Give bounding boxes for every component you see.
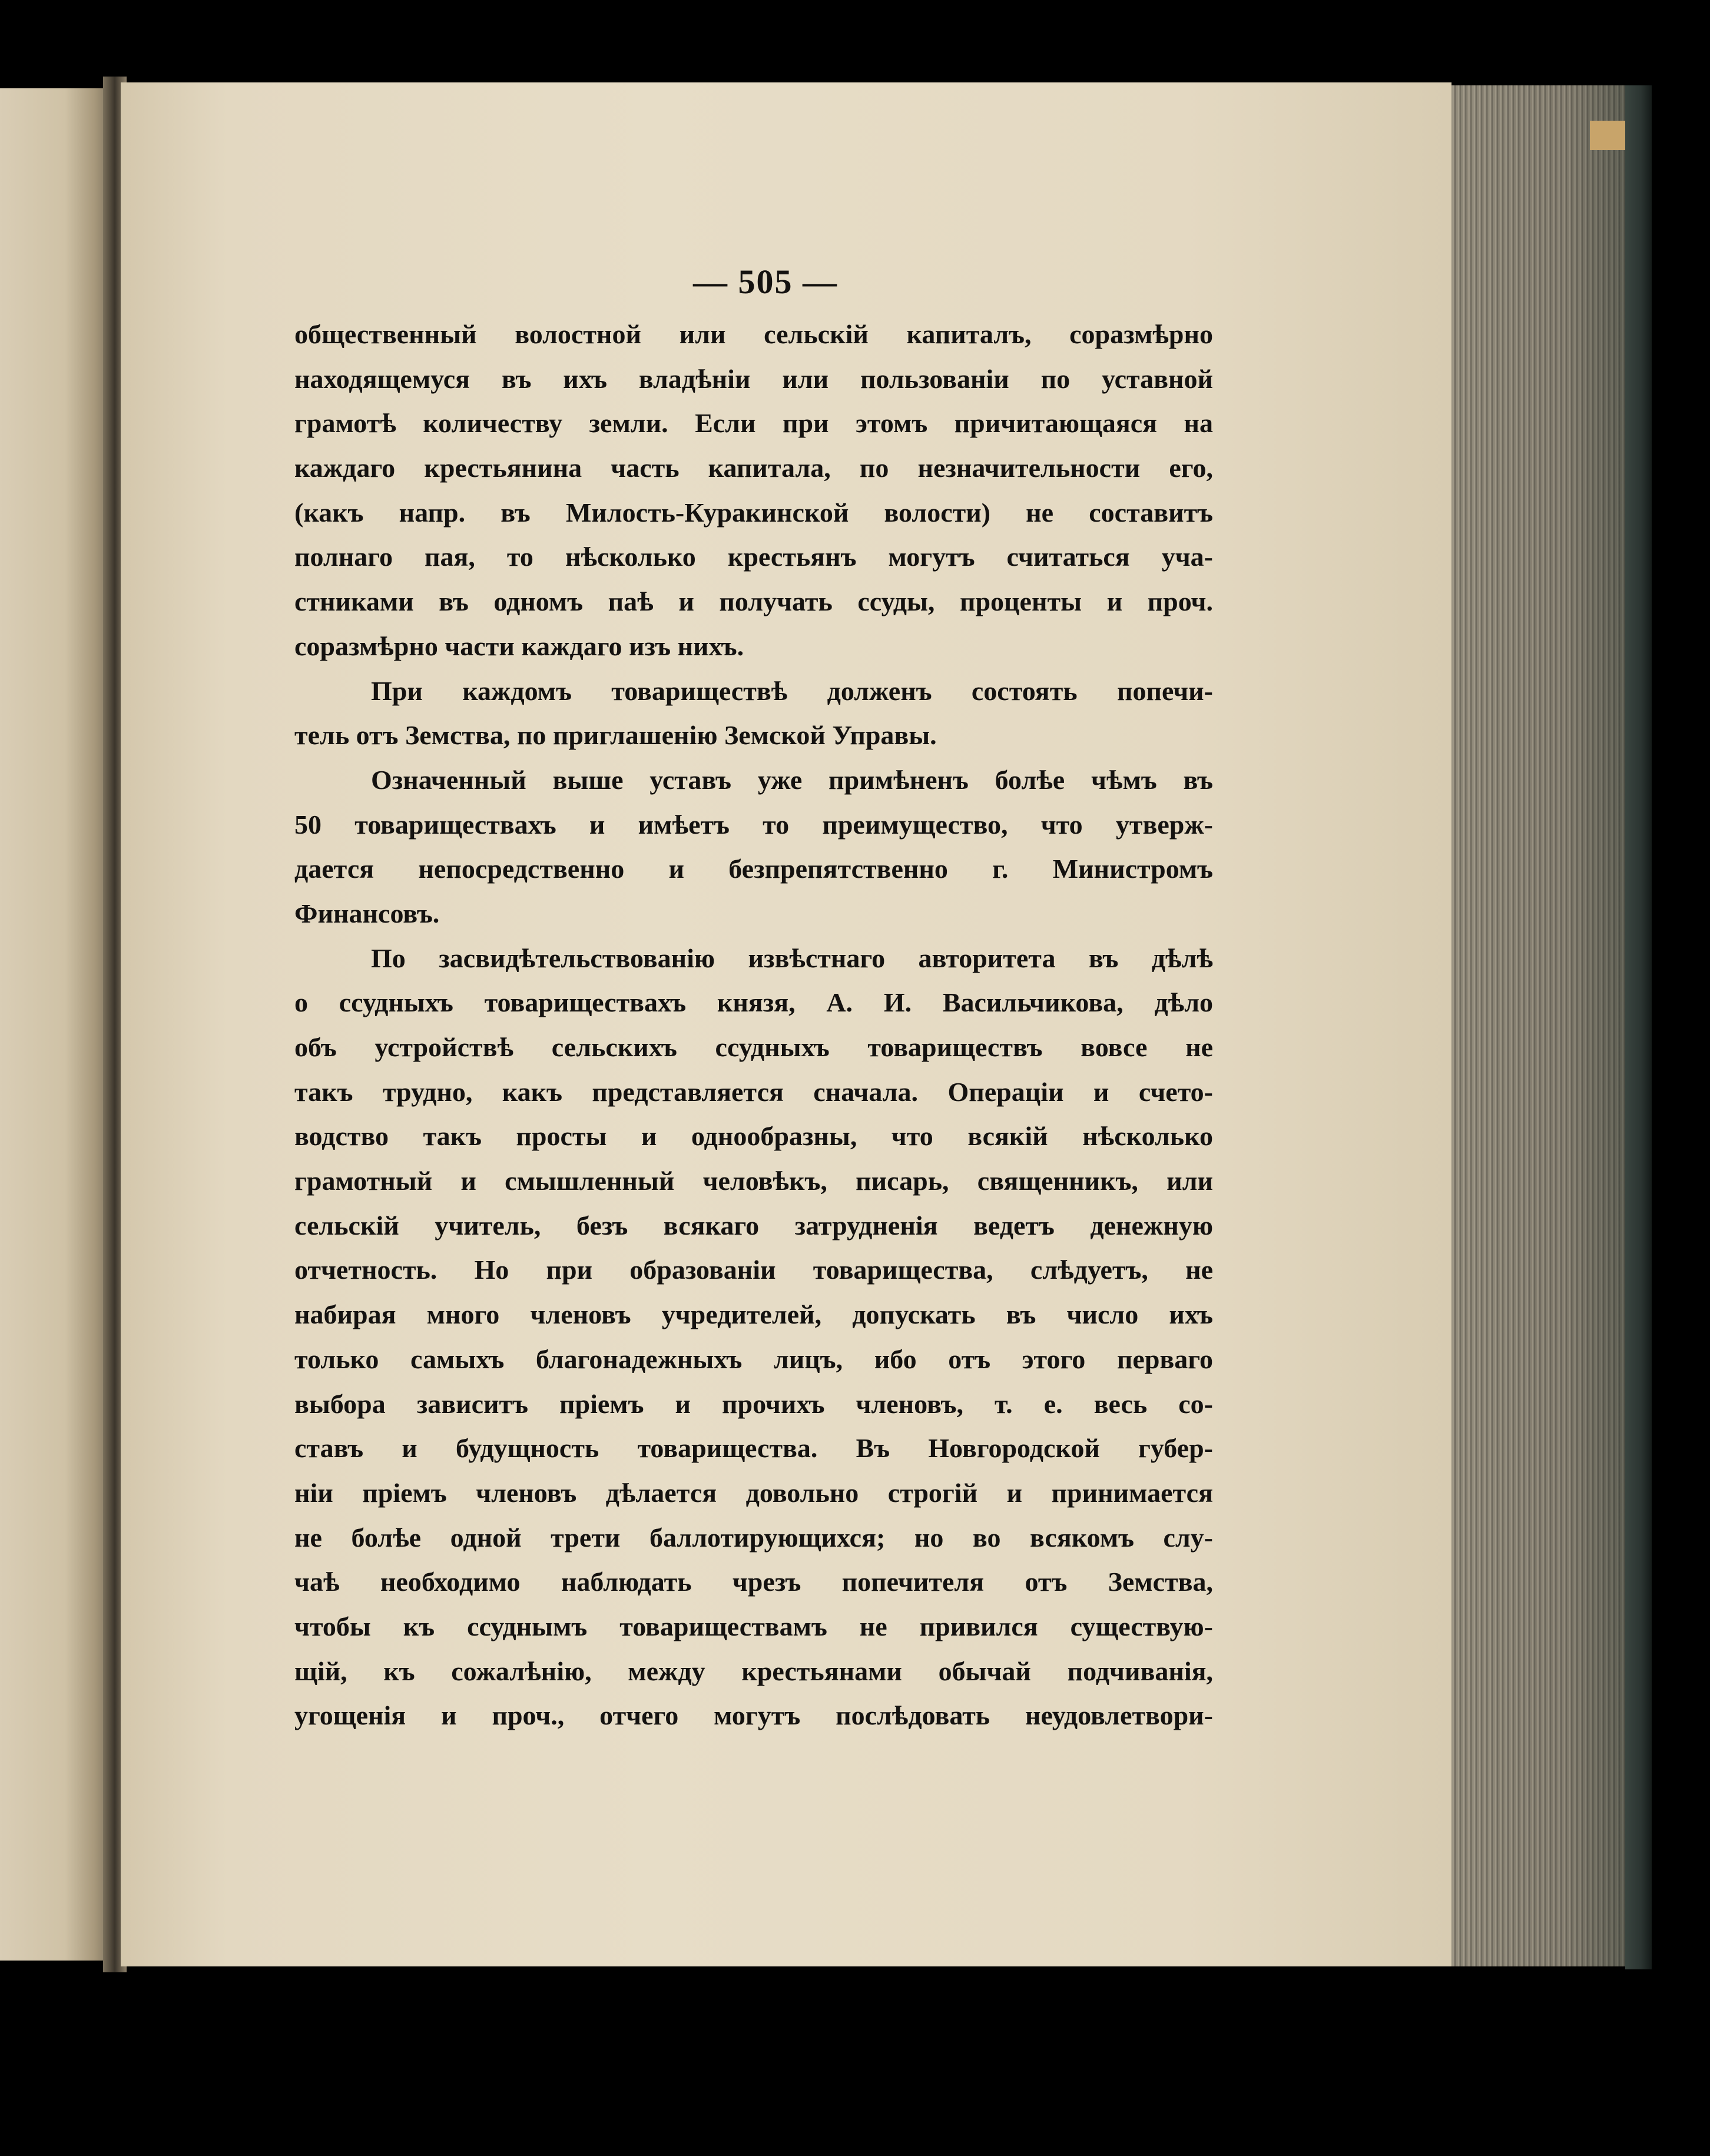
text-line: о ссудныхъ товариществахъ князя, А. И. Васильчикова, дѣло <box>294 987 1213 1018</box>
text-line: грамотный и смышленный человѣкъ, писарь, священникъ, или <box>294 1166 1213 1196</box>
text-line: набирая много членовъ учредителей, допускать въ число ихъ <box>294 1299 1213 1330</box>
text-line: ставъ и будущность товарищества. Въ Новгородской губер- <box>294 1433 1213 1464</box>
text-line: находящемуся въ ихъ владѣніи или пользованіи по уставной <box>294 363 1213 394</box>
text-line: (какъ напр. въ Милость-Куракинской волости) не составитъ <box>294 497 1213 528</box>
text-line: полнаго пая, то нѣсколько крестьянъ могутъ считаться уча- <box>294 542 1213 572</box>
text-line: дается непосредственно и безпрепятственно г. Министромъ <box>294 854 1213 884</box>
text-line: При каждомъ товариществѣ долженъ состоять попечи- <box>371 675 1213 706</box>
text-line: отчетность. Но при образованіи товарищества, слѣдуетъ, не <box>294 1255 1213 1285</box>
text-line: сельскій учитель, безъ всякаго затрудненія ведетъ денежную <box>294 1210 1213 1240</box>
text-line: чтобы къ ссуднымъ товариществамъ не привился существую- <box>294 1611 1213 1641</box>
text-line: Означенный выше уставъ уже примѣненъ болѣе чѣмъ въ <box>371 764 1213 795</box>
text-line: Финансовъ. <box>294 898 440 928</box>
text-line: тель отъ Земства, по приглашенію Земской Управы. <box>294 720 937 751</box>
left-facing-page <box>0 88 118 1961</box>
text-line: щій, къ сожалѣнію, между крестьянами обычай подчиванія, <box>294 1656 1213 1686</box>
text-line: грамотѣ количеству земли. Если при этомъ причитающаяся на <box>294 408 1213 439</box>
text-line: только самыхъ благонадежныхъ лицъ, ибо отъ этого перваго <box>294 1344 1213 1374</box>
text-line: ніи пріемъ членовъ дѣлается довольно строгій и принимается <box>294 1477 1213 1508</box>
text-line: каждаго крестьянина часть капитала, по незначительности его, <box>294 453 1213 483</box>
text-line: угощенія и проч., отчего могутъ послѣдовать неудовлетвори- <box>294 1700 1213 1731</box>
text-line: водство такъ просты и однообразны, что всякій нѣсколько <box>294 1121 1213 1152</box>
text-line: чаѣ необходимо наблюдать чрезъ попечителя отъ Земства, <box>294 1567 1213 1597</box>
text-line: общественный волостной или сельскій капиталъ, соразмѣрно <box>294 319 1213 349</box>
book-cover-edge <box>1625 85 1652 1969</box>
text-line: не болѣе одной трети баллотирующихся; но во всякомъ слу- <box>294 1522 1213 1553</box>
text-line: 50 товариществахъ и имѣетъ то преимущество, что утверж- <box>294 809 1213 840</box>
bookmark-tab <box>1590 121 1625 150</box>
text-line: соразмѣрно части каждаго изъ нихъ. <box>294 631 744 661</box>
text-line: стниками въ одномъ паѣ и получать ссуды, проценты и проч. <box>294 586 1213 617</box>
text-line: такъ трудно, какъ представляется сначала. Операціи и счето- <box>294 1076 1213 1107</box>
page-stack-shade <box>1451 85 1646 1966</box>
text-line: выбора зависитъ пріемъ и прочихъ членовъ, т. е. весь со- <box>294 1388 1213 1419</box>
text-line: По засвидѣтельствованію извѣстнаго авторитета въ дѣлѣ <box>371 943 1213 973</box>
page-text-block <box>294 262 1213 1738</box>
text-line: объ устройствѣ сельскихъ ссудныхъ товариществъ вовсе не <box>294 1032 1213 1062</box>
page-number: — 505 — <box>693 263 838 301</box>
